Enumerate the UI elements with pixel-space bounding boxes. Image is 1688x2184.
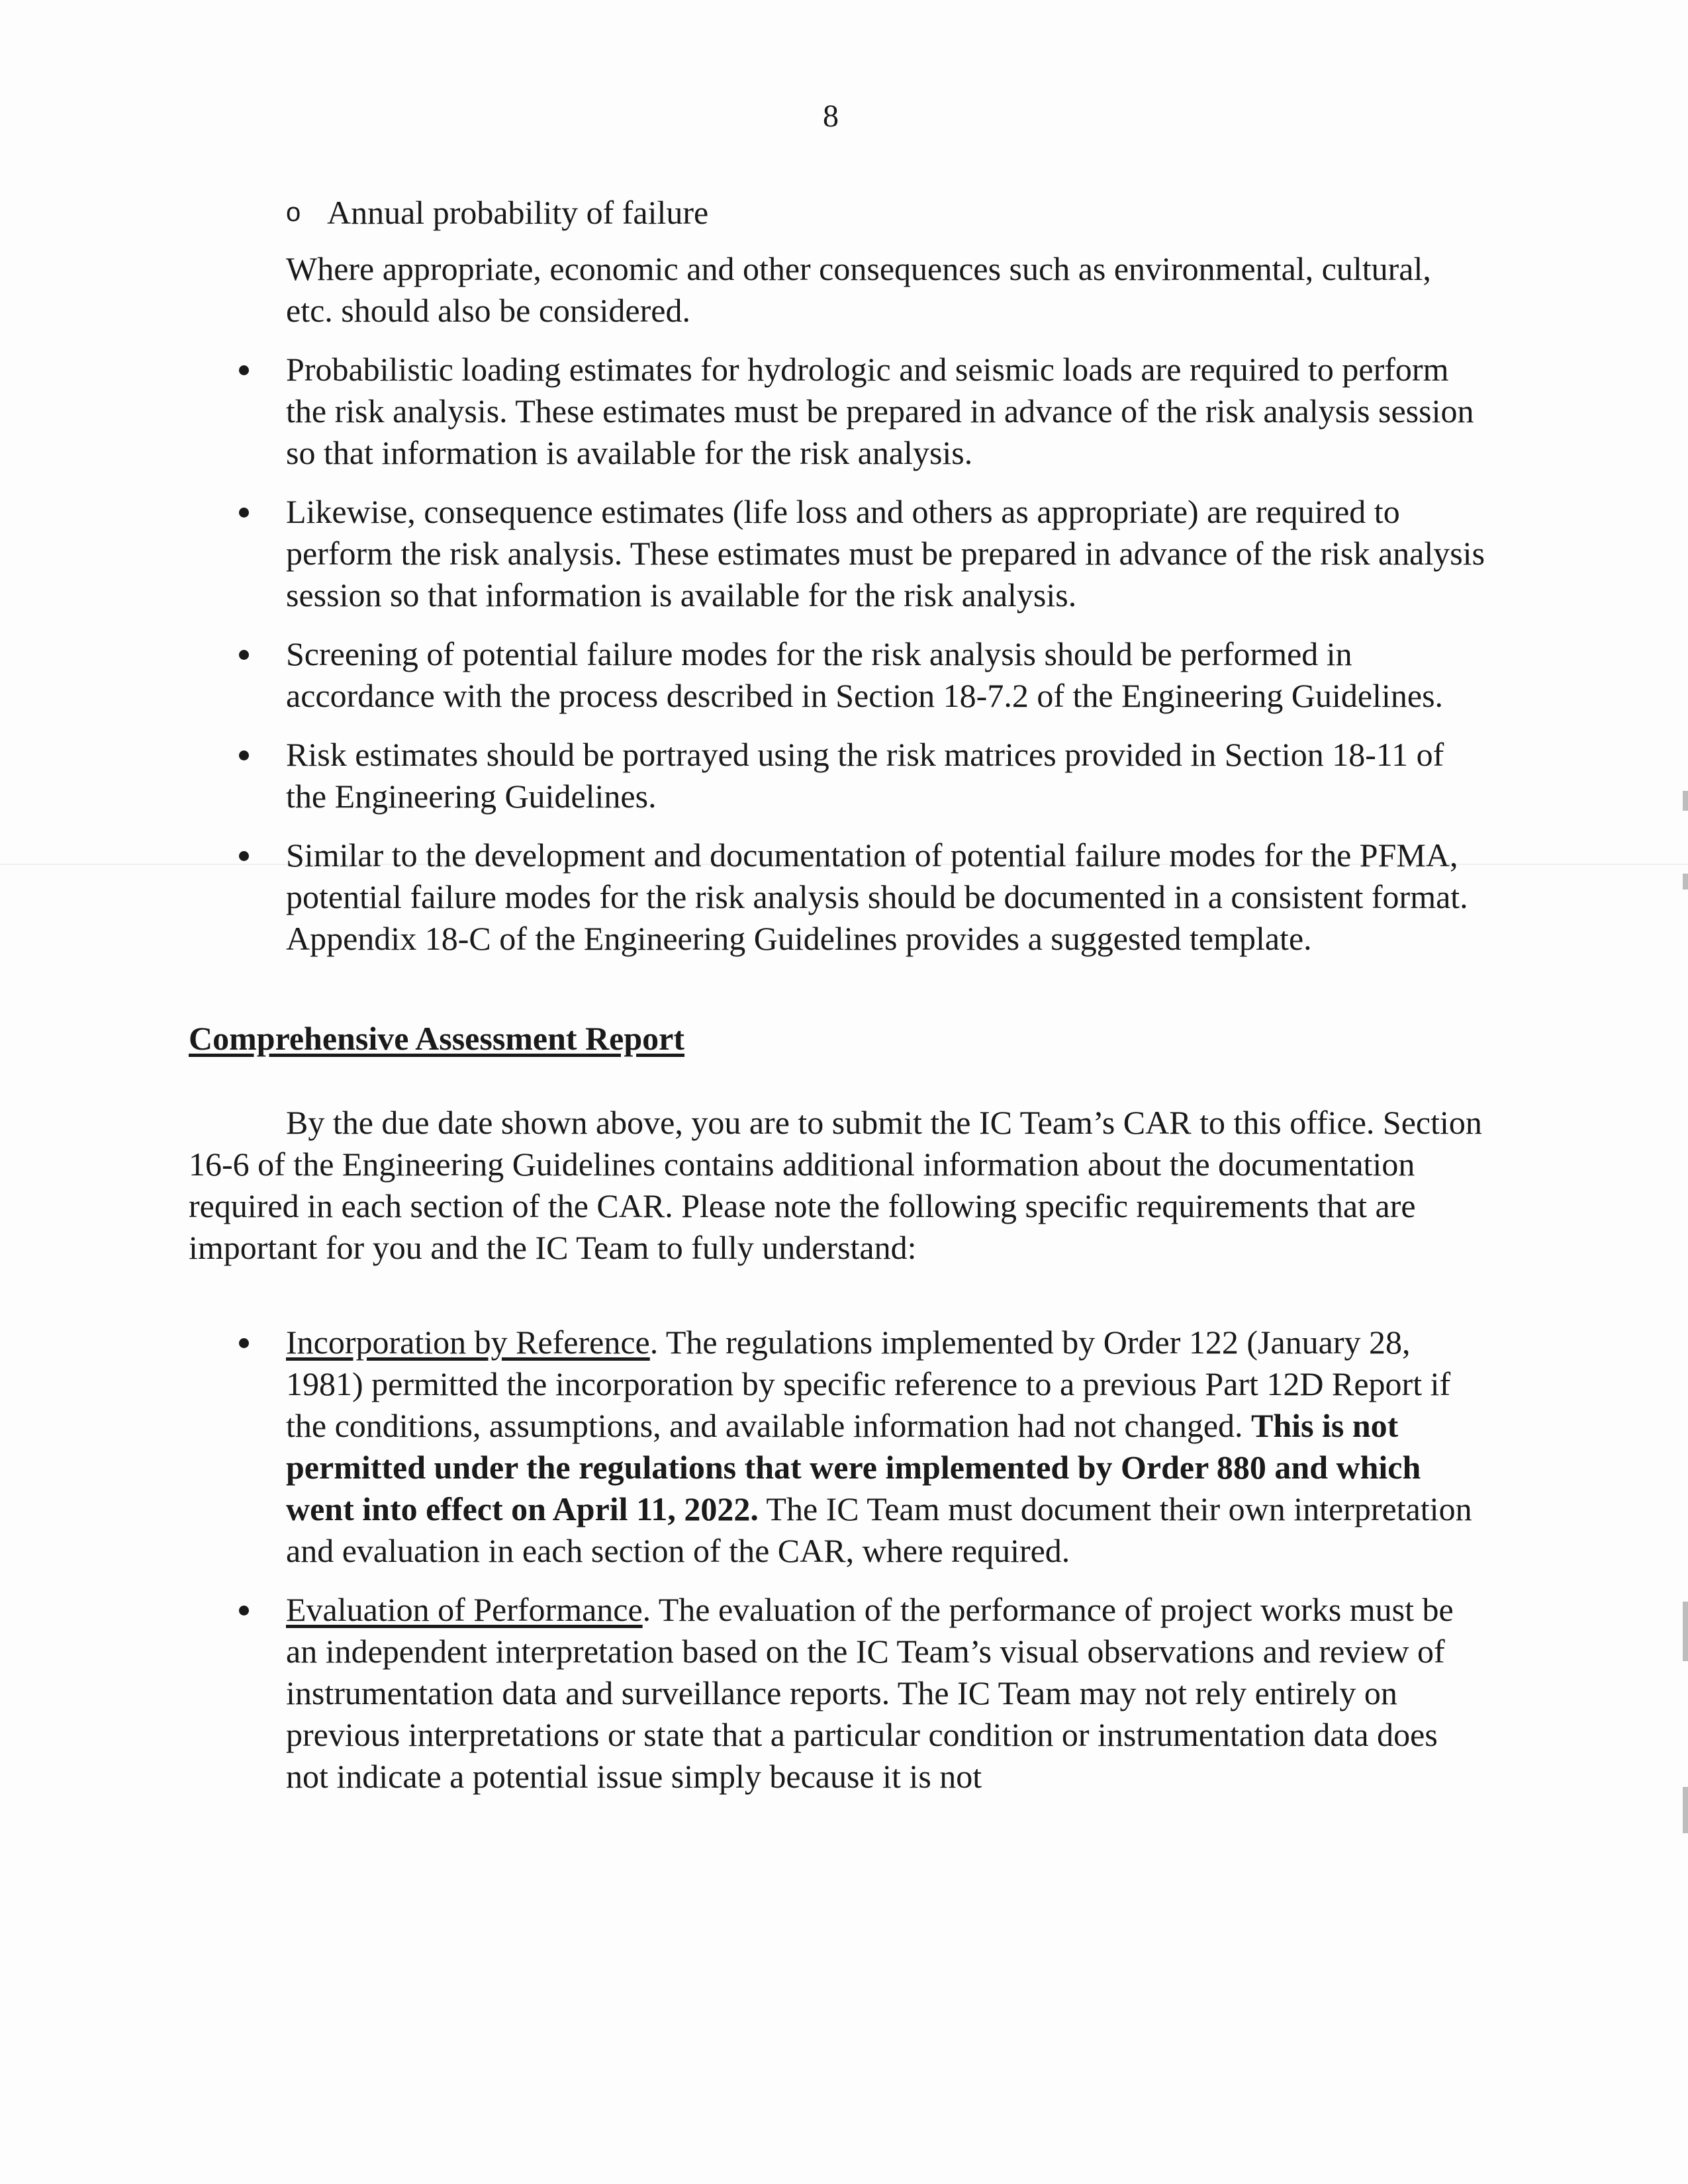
list-item-text: Probabilistic loading estimates for hydrologic and seismic loads are required to perform the risk analysis. These estimates must be prepared in advance of the risk analysis session so that information is available for the risk analysis. (286, 351, 1474, 471)
bullet-dot-icon (239, 650, 249, 660)
list-item (189, 349, 1486, 474)
hollow-bullet-icon: o (286, 198, 301, 227)
sub-bullet-item (189, 192, 1486, 234)
list-item (189, 835, 1486, 960)
list-item (189, 734, 1486, 817)
page-content (189, 192, 1486, 1815)
page-number: 8 (823, 99, 839, 134)
item-bold-text: This is not permitted under the regulations that were implemented by Order 880 and which went into effect on April 11, 2022. (286, 1407, 1421, 1527)
scan-edge-mark (1683, 791, 1688, 811)
list-item (189, 633, 1486, 717)
bullet-dot-icon (239, 751, 249, 760)
car-requirements-list (189, 1322, 1486, 1797)
bullet-dot-icon (239, 1606, 249, 1615)
bullet-dot-icon (239, 365, 249, 375)
term-evaluation-of-performance: Evaluation of Performance (286, 1591, 643, 1628)
list-item-text: Screening of potential failure modes for the risk analysis should be performed in accordance with the process described in Section 18-7.2 of the Engineering Guidelines. (286, 635, 1444, 714)
bullet-dot-icon (239, 1338, 249, 1348)
bullet-dot-icon (239, 508, 249, 518)
list-item (189, 1322, 1486, 1572)
scan-edge-mark (1683, 1602, 1688, 1661)
item-text: . The evaluation of the performance of project works must be an independent interpretation based on the IC Team’s visual observations and review of instrumentation data and surveillance reports. The IC Team may not rely entirely on previous interpretations or state that a particular condition or instrumentation data does not indicate a potential issue simply because it is not (286, 1591, 1454, 1795)
list-item-text: Likewise, consequence estimates (life loss and others as appropriate) are required to perform the risk analysis. These estimates must be prepared in advance of the risk analysis session so that information is available for the risk analysis. (286, 493, 1485, 614)
item-text: . The regulations implemented by Order 122 (January 28, 1981) permitted the incorporation by specific reference to a previous Part 12D Report if the conditions, assumptions, and available information had not changed. (286, 1324, 1451, 1444)
term-incorporation-by-reference: Incorporation by Reference (286, 1324, 650, 1361)
bullet-dot-icon (239, 851, 249, 861)
section-heading: Comprehensive Assessment Report (189, 1020, 685, 1057)
car-intro-paragraph: By the due date shown above, you are to submit the IC Team’s CAR to this office. Section 16-6 of the Engineering Guidelines contains additional information about the documentation required in each section of the CAR. Please note the following specific requirements that are important for you and the IC Team to fully understand: (189, 1104, 1482, 1266)
list-item-text: Similar to the development and documentation of potential failure modes for the PFMA, potential failure modes for the risk analysis should be documented in a consistent format. Appendix 18-C of the Engineering Guidelines provides a suggested template. (286, 837, 1468, 957)
list-item (189, 1589, 1486, 1797)
consequences-note: Where appropriate, economic and other consequences such as environmental, cultural, etc. should also be considered. (286, 250, 1431, 329)
scan-edge-mark (1683, 874, 1688, 889)
item-text-continued: The IC Team must document their own interpretation and evaluation in each section of the CAR, where required. (286, 1490, 1472, 1569)
scan-edge-mark (1683, 1787, 1688, 1833)
risk-analysis-bullet-list (189, 349, 1486, 960)
sub-bullet-text: Annual probability of failure (327, 194, 709, 231)
list-item-text: Risk estimates should be portrayed using the risk matrices provided in Section 18-11 of the Engineering Guidelines. (286, 736, 1444, 815)
list-item (189, 491, 1486, 616)
